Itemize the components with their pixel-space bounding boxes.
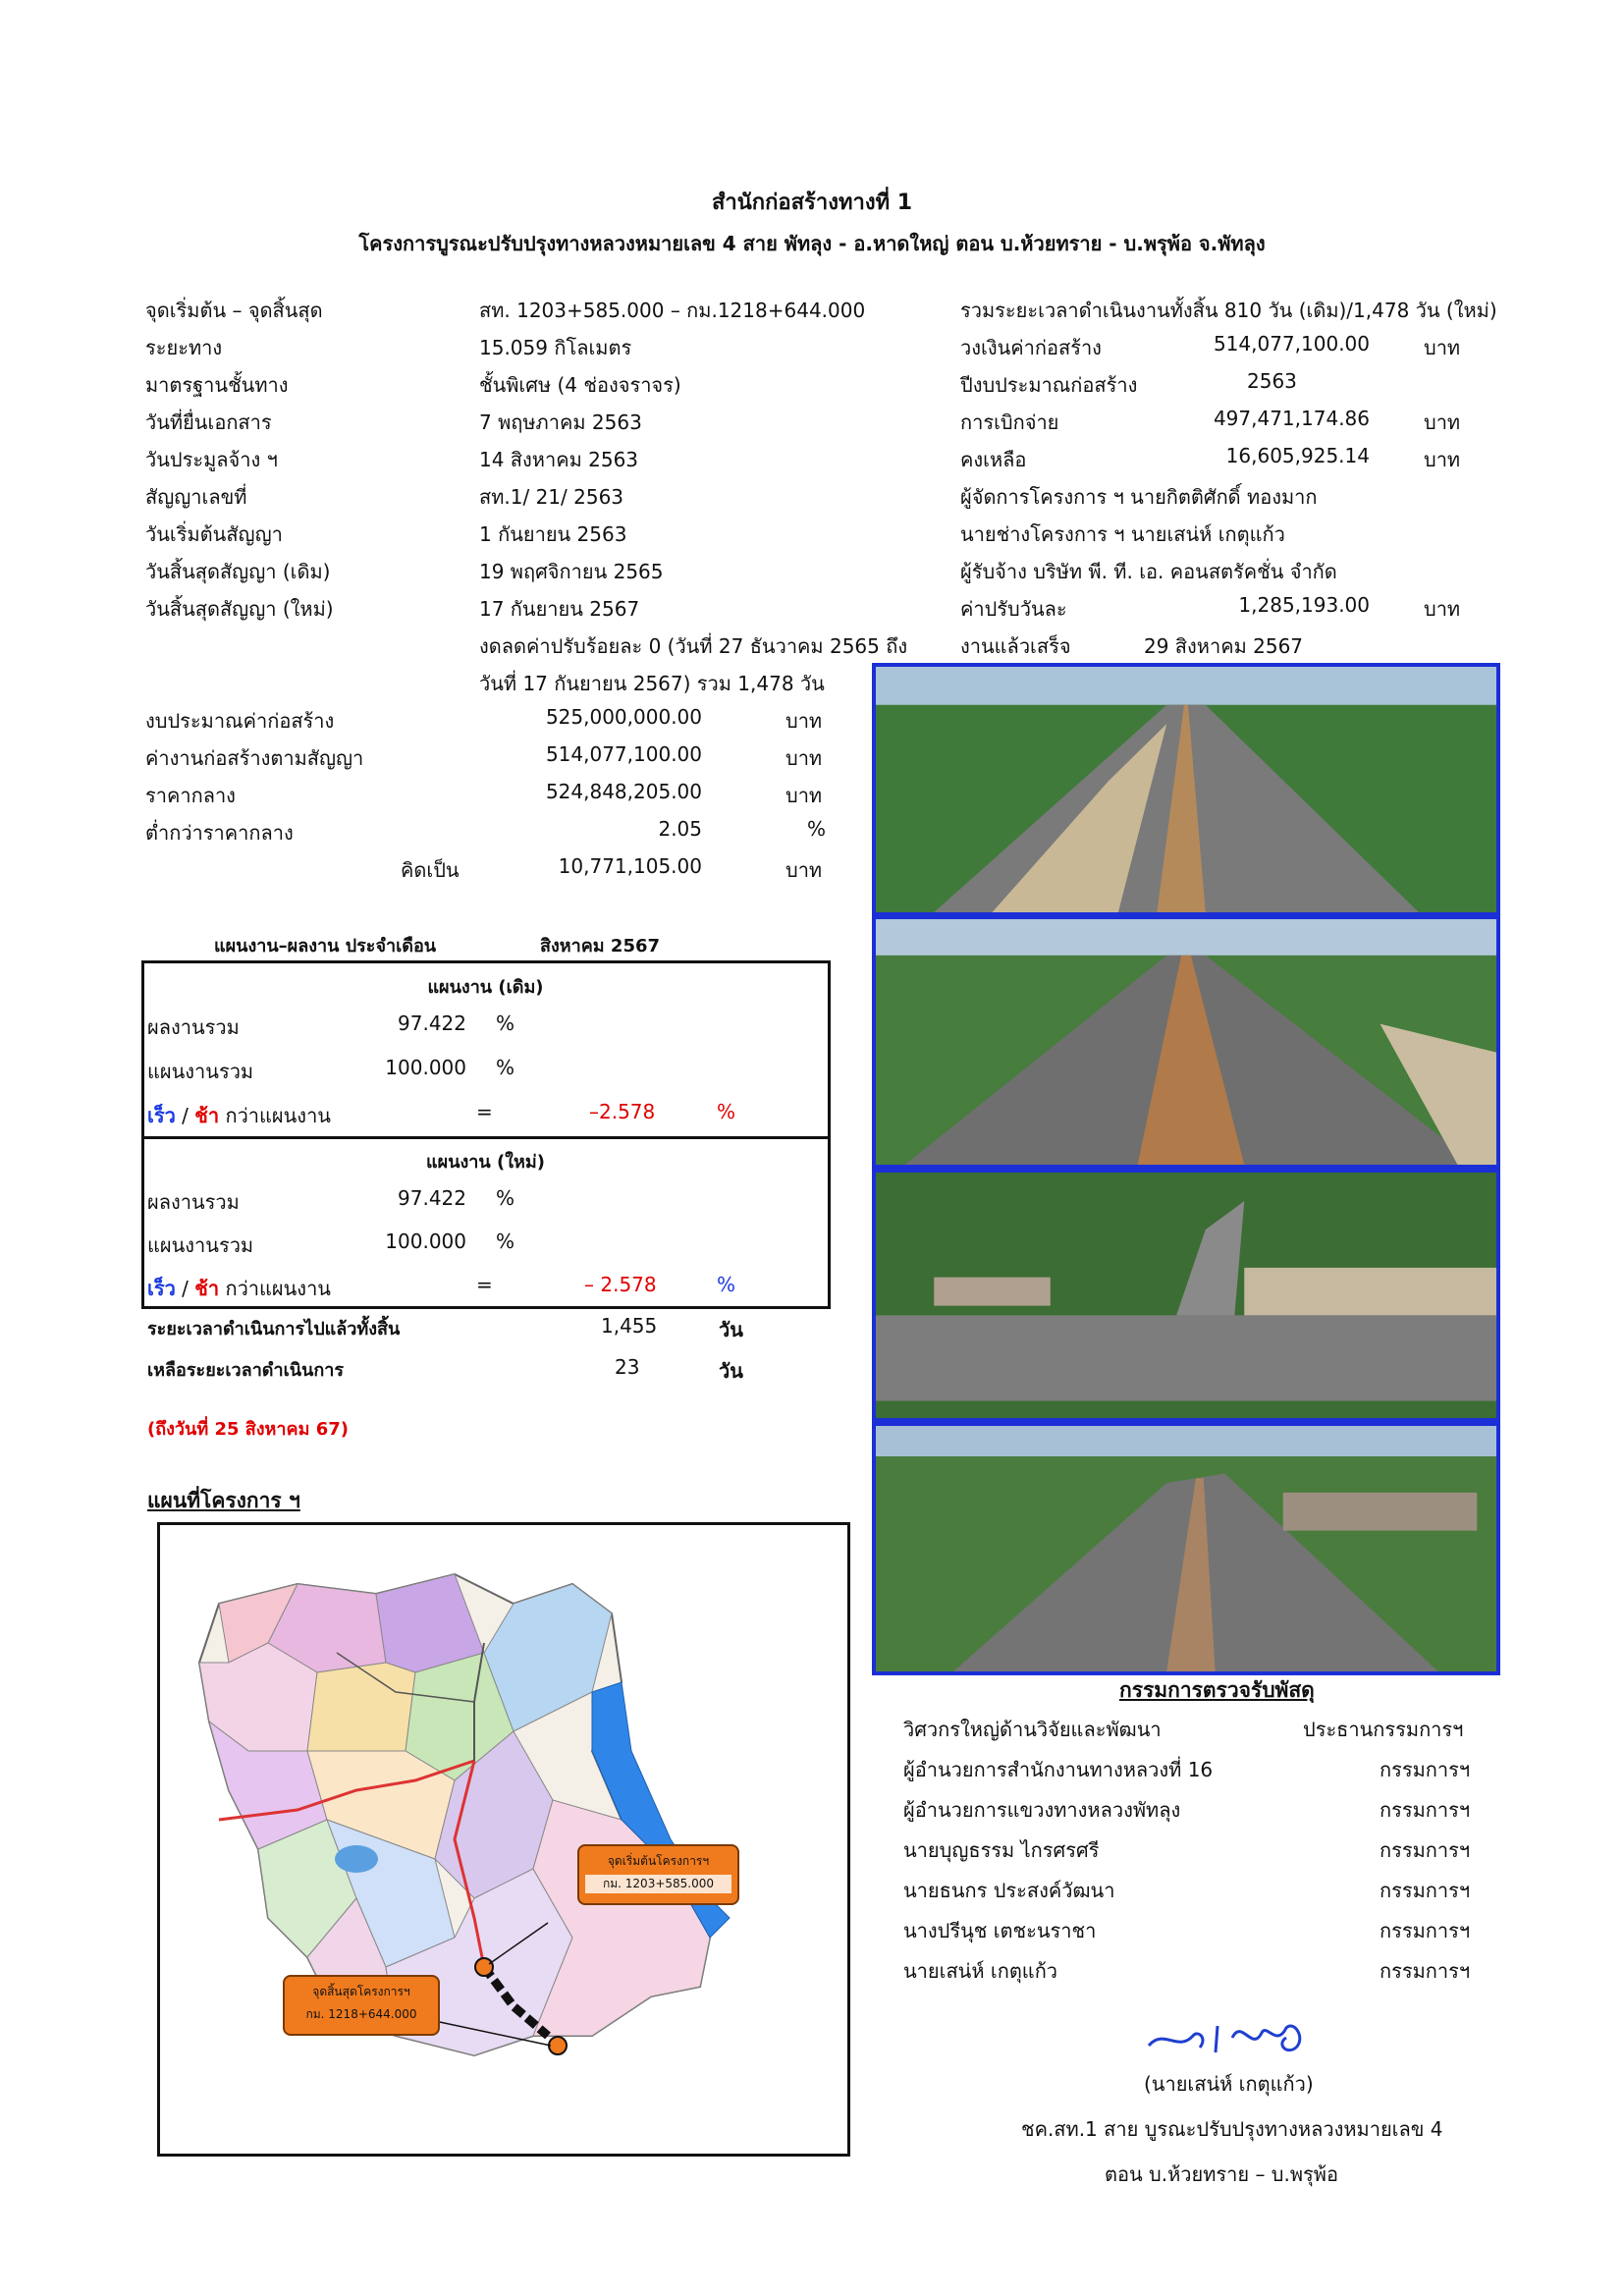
budget-label: งบประมาณค่าก่อสร้าง — [145, 709, 335, 733]
info-label: วันสิ้นสุดสัญญา (ใหม่) — [145, 597, 334, 621]
info-value: 15.059 กิโลเมตร — [479, 336, 632, 359]
result-label: ผลงานรวม — [147, 1015, 240, 1039]
info-value: 17 กันยายน 2567 — [479, 597, 640, 621]
member-role: กรรมการฯ — [1380, 1879, 1471, 1902]
duration-total: รวมระยะเวลาดำเนินงานทั้งสิ้น 810 วัน (เดิม)/1,478 วัน (ใหม่) — [960, 299, 1497, 322]
road-photo-graphic — [876, 919, 1496, 1165]
remaining-unit: วัน — [719, 1359, 743, 1383]
road-photo-3 — [872, 1169, 1500, 1422]
budget-total-unit: บาท — [785, 858, 823, 882]
info-value: 2563 — [1247, 369, 1297, 393]
end-callout-title: จุดสิ้นสุดโครงการฯ — [312, 1985, 410, 1998]
member-name: ผู้อำนวยการแขวงทางหลวงพัทลุง — [903, 1798, 1181, 1822]
as-of-date: (ถึงวันที่ 25 สิงหาคม 67) — [147, 1419, 349, 1440]
budget-unit: บาท — [785, 746, 823, 770]
contractor: ผู้รับจ้าง บริษัท พี. ที. เอ. คอนสตรัคชั่น จำกัด — [960, 560, 1337, 583]
road-photo-graphic — [876, 1426, 1496, 1671]
signer-title: ตอน บ.ห้วยทราย – บ.พรุพ้อ — [1105, 2162, 1338, 2186]
penalty-note: งดลดค่าปรับร้อยละ 0 (วันที่ 27 ธันวาคม 2565 ถึง — [479, 634, 908, 658]
member-role: กรรมการฯ — [1380, 1798, 1471, 1822]
budget-value: 525,000,000.00 — [545, 705, 702, 729]
slow-label: ช้า — [194, 1277, 220, 1300]
road-photo-1 — [872, 663, 1500, 916]
variance-value: – 2.578 — [584, 1273, 657, 1296]
info-unit: บาท — [1424, 448, 1461, 471]
member-role: กรรมการฯ — [1380, 1838, 1471, 1862]
info-label: การเบิกจ่าย — [960, 410, 1059, 434]
done-value: 29 สิงหาคม 2567 — [1144, 634, 1304, 658]
budget-label: ต่ำกว่าราคากลาง — [145, 821, 294, 845]
fine-value: 1,285,193.00 — [1238, 593, 1370, 617]
fast-label: เร็ว — [147, 1277, 176, 1300]
budget-value: 2.05 — [658, 817, 702, 841]
project-subtitle: โครงการบูรณะปรับปรุงทางหลวงหมายเลข 4 สาย พัทลุง - อ.หาดใหญ่ ตอน บ.ห้วยทราย - บ.พรุพ้อ จ.พัทลุง — [358, 232, 1266, 255]
committee-heading: กรรมการตรวจรับพัสดุ — [1119, 1678, 1315, 1702]
fine-label: ค่าปรับวันละ — [960, 597, 1067, 621]
member-name: นายธนกร ประสงค์วัฒนา — [903, 1879, 1115, 1902]
member-role: กรรมการฯ — [1380, 1959, 1471, 1983]
member-name: นายเสน่ห์ เกตุแก้ว — [903, 1959, 1058, 1983]
info-label: จุดเริ่มต้น – จุดสิ้นสุด — [145, 299, 323, 322]
info-label: คงเหลือ — [960, 448, 1027, 471]
compare-label: กว่าแผนงาน — [225, 1104, 331, 1127]
result-label: ผลงานรวม — [147, 1190, 240, 1214]
plan-new-title: แผนงาน (ใหม่) — [426, 1152, 545, 1173]
info-value: 7 พฤษภาคม 2563 — [479, 410, 642, 434]
info-value: 514,077,100.00 — [1213, 332, 1370, 355]
budget-label: ราคากลาง — [145, 784, 236, 807]
info-unit: บาท — [1424, 410, 1461, 434]
remaining-value: 23 — [615, 1355, 640, 1379]
info-label: มาตรฐานชั้นทาง — [145, 373, 289, 397]
start-callout-km: กม. 1203+585.000 — [585, 1875, 731, 1893]
signer-title: ชค.สท.1 สาย บูรณะปรับปรุงทางหลวงหมายเลข 4 — [1021, 2117, 1443, 2141]
result-unit: % — [496, 1186, 515, 1210]
budget-value: 514,077,100.00 — [545, 742, 702, 766]
plan-label: แผนงานรวม — [147, 1233, 254, 1257]
variance-row — [147, 1100, 331, 1131]
result-value: 97.422 — [398, 1011, 466, 1035]
plan-heading: แผนงาน–ผลงาน ประจำเดือน — [214, 936, 437, 957]
budget-label: ค่างานก่อสร้างตามสัญญา — [145, 746, 364, 770]
plan-unit: % — [496, 1230, 515, 1253]
member-name: วิศวกรใหญ่ด้านวิจัยและพัฒนา — [903, 1718, 1162, 1741]
info-label: วันประมูลจ้าง ฯ — [145, 448, 278, 471]
penalty-note: วันที่ 17 กันยายน 2567) รวม 1,478 วัน — [479, 672, 825, 695]
elapsed-value: 1,455 — [601, 1314, 658, 1338]
road-photo-graphic — [876, 1173, 1496, 1418]
info-value: 16,605,925.14 — [1225, 444, 1370, 467]
info-unit: บาท — [1424, 336, 1461, 359]
info-label: ปีงบประมาณก่อสร้าง — [960, 373, 1138, 397]
variance-value: –2.578 — [589, 1100, 656, 1123]
result-unit: % — [496, 1011, 515, 1035]
member-role: กรรมการฯ — [1380, 1919, 1471, 1942]
slow-label: ช้า — [194, 1104, 220, 1127]
info-value: 19 พฤศจิกายน 2565 — [479, 560, 664, 583]
member-role: กรรมการฯ — [1380, 1758, 1471, 1781]
project-engineer: นายช่างโครงการ ฯ นายเสน่ห์ เกตุแก้ว — [960, 522, 1285, 546]
member-name: นางปรีนุช เตชะนราชา — [903, 1919, 1097, 1942]
info-value: 497,471,174.86 — [1213, 407, 1370, 430]
member-name: นายบุญธรรม ไกรศรศรี — [903, 1838, 1100, 1862]
slash: / — [182, 1104, 189, 1127]
signer-name: (นายเสน่ห์ เกตุแก้ว) — [1144, 2072, 1314, 2096]
variance-unit: % — [717, 1100, 736, 1123]
info-label: วันที่ยื่นเอกสาร — [145, 410, 272, 434]
info-value: สท.1/ 21/ 2563 — [479, 485, 624, 509]
start-point-callout — [577, 1844, 739, 1905]
done-label: งานแล้วเสร็จ — [960, 634, 1071, 658]
page-title: สำนักก่อสร้างทางที่ 1 — [711, 191, 913, 215]
member-role: ประธานกรรมการฯ — [1303, 1718, 1464, 1741]
plan-unit: % — [496, 1056, 515, 1079]
info-value: ชั้นพิเศษ (4 ช่องจราจร) — [479, 373, 681, 397]
info-label: วันสิ้นสุดสัญญา (เดิม) — [145, 560, 331, 583]
plan-month: สิงหาคม 2567 — [540, 936, 661, 957]
equals: = — [476, 1273, 493, 1296]
info-label: วันเริ่มต้นสัญญา — [145, 522, 283, 546]
fast-label: เร็ว — [147, 1104, 176, 1127]
info-value: 14 สิงหาคม 2563 — [479, 448, 639, 471]
budget-value: 524,848,205.00 — [545, 780, 702, 803]
province-map-graphic — [160, 1525, 847, 2154]
budget-total-label: คิดเป็น — [401, 858, 460, 882]
project-manager: ผู้จัดการโครงการ ฯ นายกิตติศักดิ์ ทองมาก — [960, 485, 1318, 509]
plan-old-title: แผนงาน (เดิม) — [427, 977, 544, 998]
variance-row — [147, 1273, 331, 1304]
result-value: 97.422 — [398, 1186, 466, 1210]
remaining-label: เหลือระยะเวลาดำเนินการ — [147, 1360, 345, 1381]
elapsed-label: ระยะเวลาดำเนินการไปแล้วทั้งสิ้น — [147, 1319, 401, 1339]
info-label: ระยะทาง — [145, 336, 223, 359]
budget-total-value: 10,771,105.00 — [558, 854, 702, 878]
info-value: 1 กันยายน 2563 — [479, 522, 627, 546]
signature — [1139, 2008, 1326, 2062]
variance-unit: % — [717, 1273, 736, 1296]
slash: / — [182, 1277, 189, 1300]
plan-label: แผนงานรวม — [147, 1060, 254, 1083]
project-map — [157, 1522, 850, 2157]
start-callout-title: จุดเริ่มต้นโครงการฯ — [607, 1854, 710, 1868]
equals: = — [476, 1100, 493, 1123]
budget-unit: % — [807, 817, 827, 841]
road-photo-4 — [872, 1422, 1500, 1675]
end-callout-km: กม. 1218+644.000 — [305, 2007, 417, 2021]
end-point-callout — [283, 1975, 440, 2036]
elapsed-unit: วัน — [719, 1318, 743, 1341]
signature-graphic — [1139, 2008, 1326, 2062]
fine-unit: บาท — [1424, 597, 1461, 621]
map-heading: แผนที่โครงการ ฯ — [147, 1489, 300, 1512]
budget-unit: บาท — [785, 784, 823, 807]
compare-label: กว่าแผนงาน — [225, 1277, 331, 1300]
road-photo-graphic — [876, 667, 1496, 912]
plan-value: 100.000 — [385, 1230, 466, 1253]
info-value: สท. 1203+585.000 – กม.1218+644.000 — [479, 299, 866, 322]
road-photo-2 — [872, 915, 1500, 1169]
info-label: วงเงินค่าก่อสร้าง — [960, 336, 1102, 359]
budget-unit: บาท — [785, 709, 823, 733]
plan-value: 100.000 — [385, 1056, 466, 1079]
member-name: ผู้อำนวยการสำนักงานทางหลวงที่ 16 — [903, 1758, 1214, 1781]
info-label: สัญญาเลขที่ — [145, 485, 247, 509]
